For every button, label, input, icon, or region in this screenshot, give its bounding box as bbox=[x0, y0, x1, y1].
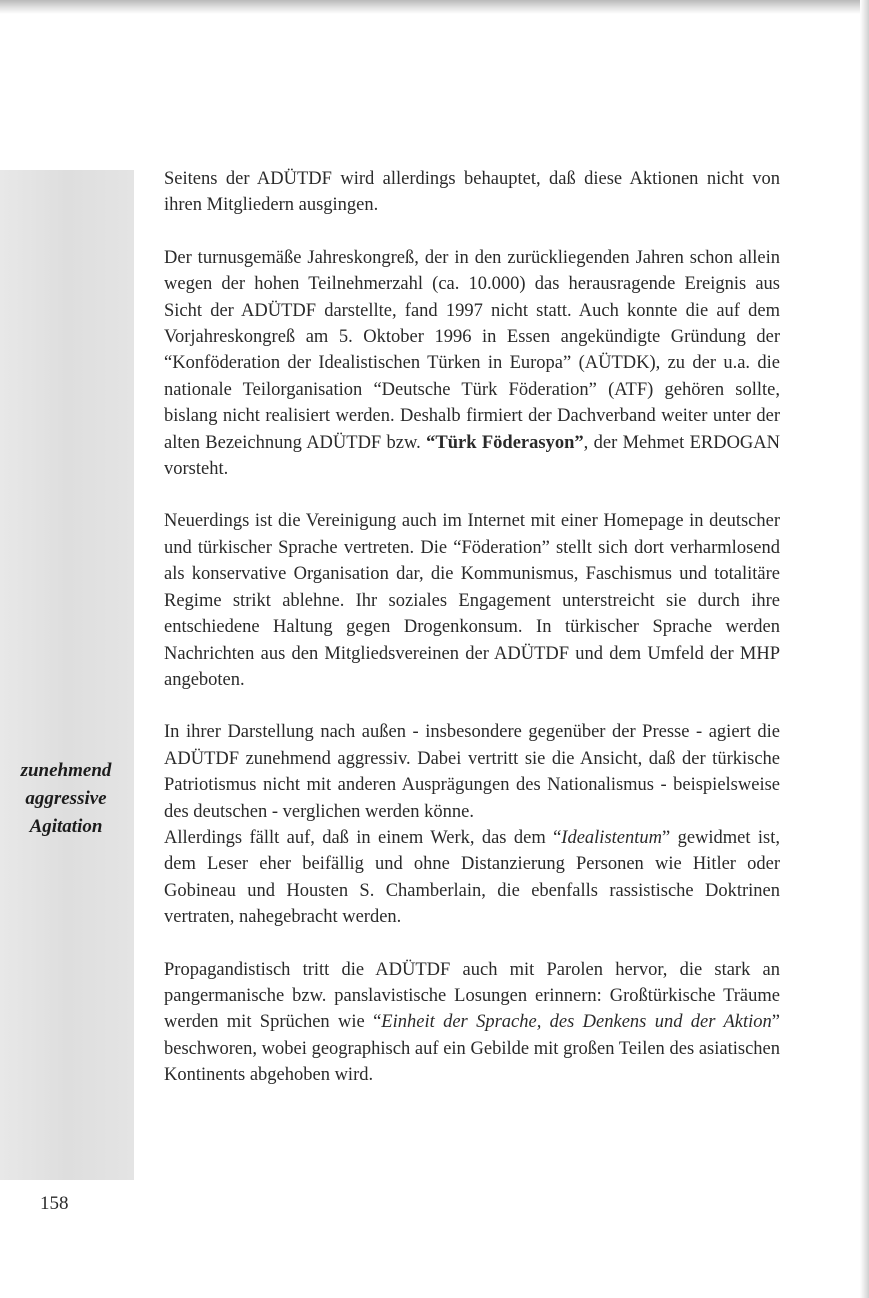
margin-note bbox=[4, 757, 128, 841]
scan-top-edge bbox=[0, 0, 869, 14]
page-number: 158 bbox=[40, 1193, 69, 1214]
margin-column bbox=[0, 170, 134, 1180]
paragraph-6-italic-slogan: Einheit der Sprache, des Denkens und der Aktion bbox=[381, 1012, 772, 1033]
paragraph-6-text: Propagandistisch tritt die ADÜTDF auch mit Parolen hervor, die stark an pangermanische bzw. panslavistische Losungen erinnern: Großtürkische Träume werden mit Sprüchen wie “ bbox=[164, 959, 780, 1033]
paragraph-5-tail: ” gewidmet ist, dem Leser eher beifällig und ohne Distanzierung Personen wie Hitler oder Gobineau und Housten S. Chamberlain, die ebenfalls rassistische Doktrinen vertraten, nahegebracht werden. bbox=[164, 827, 780, 928]
margin-note-line-1: zunehmend bbox=[20, 760, 112, 781]
paragraph-4: In ihrer Darstellung nach außen - insbesondere gegenüber der Presse - agiert die ADÜTDF zunehmend aggressiv. Dabei vertritt sie die Ansicht, daß der türkische Patriotismus nicht mit anderen Ausprägungen des Nationalismus - beispielsweise des deutschen - verglichen werden könne. bbox=[164, 722, 780, 822]
paragraph-5 bbox=[164, 825, 780, 931]
paragraph-2 bbox=[164, 245, 780, 483]
paragraph-6 bbox=[164, 957, 780, 1089]
paragraph-2-text: Der turnusgemäße Jahreskongreß, der in den zurückliegenden Jahren schon allein wegen der hohen Teilnehmerzahl (ca. 10.000) das herausragende Ereignis aus Sicht der ADÜTDF darstellte, fand 1997 nicht statt. Auch konnte die auf dem Vorjahreskongreß am 5. Oktober 1996 in Essen angekündigte Gründung der “Konföderation der Idealistischen Türken in Europa” (AÜTDK), zu der u.a. die nationale Teilorganisation “Deutsche Türk Föderation” (ATF) gehören sollte, bislang nicht realisiert werden. Deshalb firmiert der Dachverband weiter unter der alten Bezeichnung ADÜTDF bzw. bbox=[164, 247, 780, 453]
paragraph-2-bold-name: “Türk Föderasyon” bbox=[426, 432, 584, 453]
scan-right-edge bbox=[860, 0, 869, 1298]
paragraph-2-tail: , der Mehmet ERDOGAN vorsteht. bbox=[164, 432, 781, 480]
margin-note-line-2: aggressive bbox=[25, 788, 107, 809]
paragraph-6-tail: ” beschworen, wobei geographisch auf ein Gebilde mit großen Teilen des asiatischen Kontinents abgehoben wird. bbox=[164, 1012, 780, 1086]
body-text bbox=[164, 166, 780, 1115]
paragraph-1: Seitens der ADÜTDF wird allerdings behauptet, daß diese Aktionen nicht von ihren Mitgliedern ausgingen. bbox=[164, 169, 780, 216]
paragraph-3: Neuerdings ist die Vereinigung auch im Internet mit einer Homepage in deutscher und türkischer Sprache vertreten. Die “Föderation” stellt sich dort verharmlosend als konservative Organisation dar, die Kommunismus, Faschismus und totalitäre Regime strikt ablehne. Ihr soziales Engagement unterstreicht sie durch ihre entschiedene Haltung gegen Drogenkonsum. In türkischer Sprache werden Nachrichten aus den Mitgliedsvereinen der ADÜTDF und dem Umfeld der MHP angeboten. bbox=[164, 511, 780, 690]
margin-note-line-3: Agitation bbox=[29, 816, 103, 837]
paragraph-5-text: Allerdings fällt auf, daß in einem Werk, das dem “ bbox=[164, 827, 562, 848]
paragraph-5-italic-term: Idealistentum bbox=[561, 827, 662, 848]
